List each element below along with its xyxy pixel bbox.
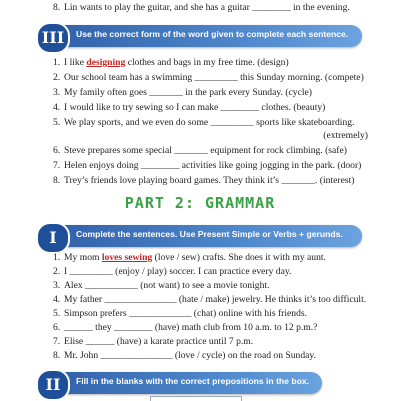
item-text: We play sports, and we even do some _________ sports like skateboarding.	[64, 117, 355, 128]
item-text: Steve prepares some special _______ equipment for rock climbing. (safe)	[64, 145, 347, 156]
item-text: Mr. John _______________ (love / cycle) on the road on Sunday.	[64, 350, 316, 361]
item-number: 1.	[53, 252, 61, 263]
item-number: 4.	[53, 294, 61, 305]
item-text: Our school team has a swimming _________ this Sunday morning. (compete)	[64, 72, 364, 83]
item-text: My family often goes _______ in the park every Sunday. (cycle)	[64, 87, 312, 98]
section-i-banner	[42, 225, 362, 247]
section-instruction: Fill in the blanks with the correct prepositions in the box.	[76, 376, 310, 386]
item-text: Simpson prefers _____________ (chat) online with his friends.	[64, 308, 308, 319]
item-text: Alex ___________ (not want) to see a movie tonight.	[64, 280, 270, 291]
item-number: 3.	[53, 87, 61, 98]
item-number: 7.	[53, 336, 61, 347]
item-text	[64, 57, 289, 69]
item-text	[64, 252, 326, 264]
item-number: 8.	[53, 2, 61, 13]
item-number: 5.	[53, 308, 61, 319]
answer-highlight: designing	[86, 57, 126, 68]
item-number: 6.	[53, 322, 61, 333]
item-text: I would like to try sewing so I can make ________ clothes. (beauty)	[64, 102, 326, 113]
item-text: Elise ______ (have) a karate practice until 7 p.m.	[64, 336, 254, 347]
section-badge: III	[36, 22, 70, 54]
preposition-box	[150, 396, 242, 401]
item-number: 7.	[53, 160, 61, 171]
item-text-after: clothes and bags in my free time. (design)	[125, 57, 289, 68]
item-text: ______ they ________ (have) math club from 10 a.m. to 12 p.m.?	[64, 322, 318, 333]
item-number: 2.	[53, 266, 61, 277]
item-text-after: (love / sew) crafts. She does it with my aunt.	[152, 252, 326, 263]
item-text: My father _______________ (hate / make) jewelry. He thinks it’s too difficult.	[64, 294, 367, 305]
item-number: 4.	[53, 102, 61, 113]
section-badge: II	[36, 369, 70, 401]
item-text-before: My mom	[64, 252, 102, 263]
item-number: 8.	[53, 350, 61, 361]
section-badge: I	[36, 222, 70, 254]
item-number: 3.	[53, 280, 61, 291]
part-title: PART 2: GRAMMAR	[124, 194, 276, 212]
section-instruction: Use the correct form of the word given to complete each sentence.	[76, 29, 349, 39]
item-text: Trey’s friends love playing board games. They think it’s _______. (interest)	[64, 175, 355, 186]
item-text-before: I like	[64, 57, 87, 68]
section-ii-banner	[42, 372, 322, 394]
item-number: 1.	[53, 57, 61, 68]
section-instruction: Complete the sentences. Use Present Simple or Verbs + gerunds.	[76, 229, 343, 239]
item-hint: (extremely)	[323, 130, 368, 141]
item-text: Lin wants to play the guitar, and she has a guitar ________ in the evening.	[64, 2, 350, 13]
item-number: 2.	[53, 72, 61, 83]
answer-highlight: loves sewing	[101, 252, 153, 263]
section-iii-banner	[42, 25, 362, 47]
item-number: 8.	[53, 175, 61, 186]
item-number: 5.	[53, 117, 61, 128]
item-text: I _________ (enjoy / play) soccer. I can practice every day.	[64, 266, 292, 277]
item-text: Helen enjoys doing ________ activities like going jogging in the park. (door)	[64, 160, 362, 171]
item-number: 6.	[53, 145, 61, 156]
